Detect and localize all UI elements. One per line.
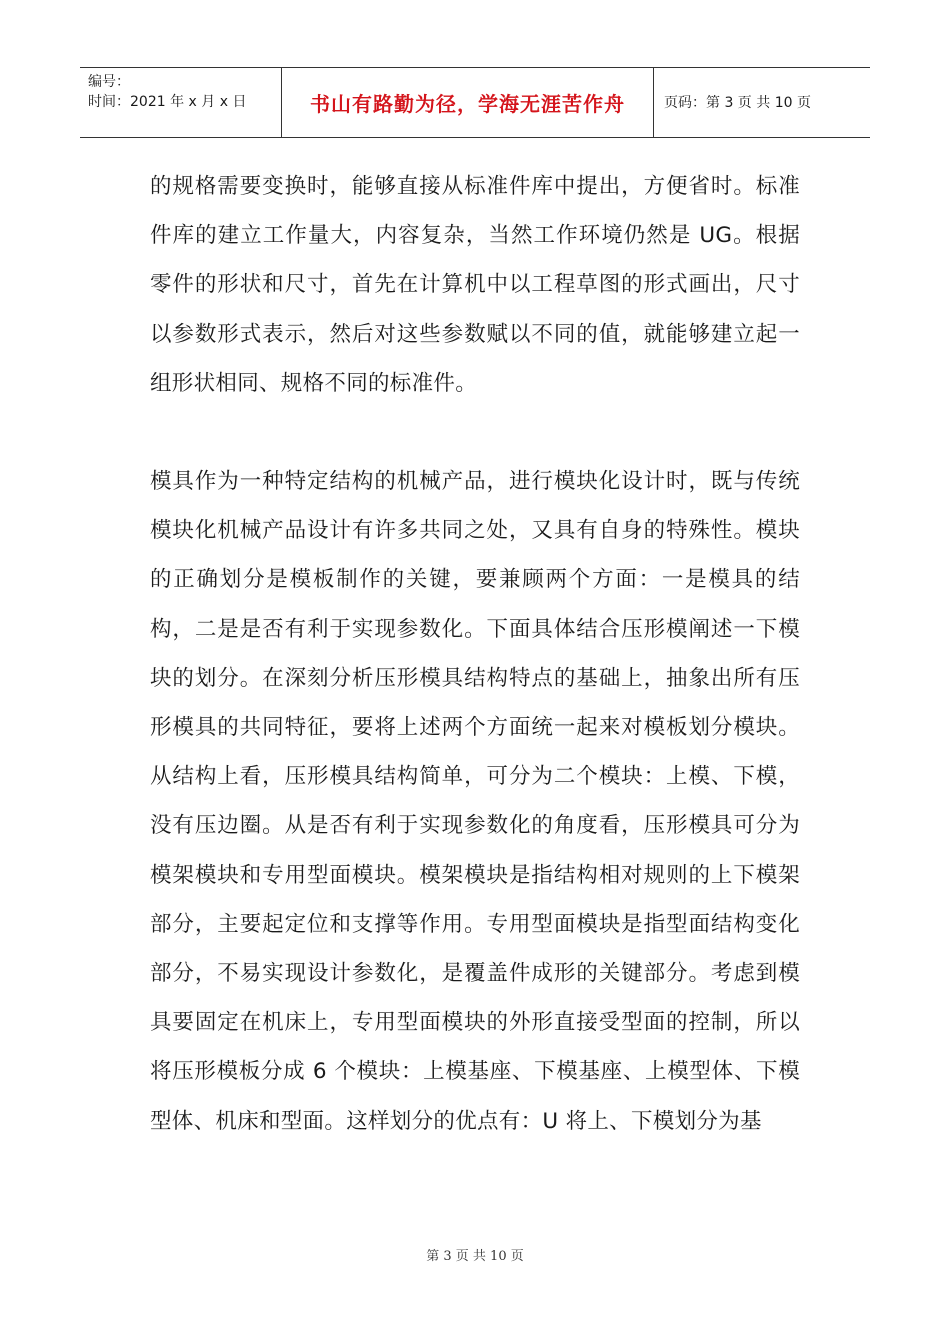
page-footer: 第 3 页 共 10 页 [426,1249,524,1264]
page-info: 页码：第 3 页 共 10 页 [664,94,811,111]
header-middle-cell [282,68,654,137]
motto-text: 书山有路勤为径，学海无涯苦作舟 [310,92,625,116]
number-label: 编号： [88,74,130,90]
header-left-cell [80,68,282,137]
document-body [150,162,800,1146]
paragraph-1: 的规格需要变换时，能够直接从标准件库中提出，方便省时。标准件库的建立工作量大，内容复杂，当然工作环境仍然是 UG。根据零件的形状和尺寸，首先在计算机中以工程草图的形式画出，尺寸以参数形式表示，然后对这些参数赋以不同的值，就能够建立起一组形状相同、规格不同的标准件。 [150,174,800,396]
time-label: 时间：2021 年 x 月 x 日 [88,94,247,110]
paragraph-2: 模具作为一种特定结构的机械产品，进行模块化设计时，既与传统模块化机械产品设计有许多共同之处，又具有自身的特殊性。模块的正确划分是模板制作的关键，要兼顾两个方面：一是模具的结构，二是是否有利于实现参数化。下面具体结合压形模阐述一下模块的划分。在深刻分析压形模具结构特点的基础上，抽象出所有压形模具的共同特征，要将上述两个方面统一起来对模板划分模块。从结构上看，压形模具结构简单，可分为二个模块：上模、下模，没有压边圈。从是否有利于实现参数化的角度看，压形模具可分为模架模块和专用型面模块。模架模块是指结构相对规则的上下模架部分，主要起定位和支撑等作用。专用型面模块是指型面结构变化部分，不易实现设计参数化，是覆盖件成形的关键部分。考虑到模具要固定在机床上，专用型面模块的外形直接受型面的控制，所以将压形模板分成 6 个模块：上模基座、下模基座、上模型体、下模型体、机床和型面。这样划分的优点有：U 将上、下模划分为基 [150,469,800,1134]
header-right-cell [654,68,870,137]
document-header [80,67,870,138]
